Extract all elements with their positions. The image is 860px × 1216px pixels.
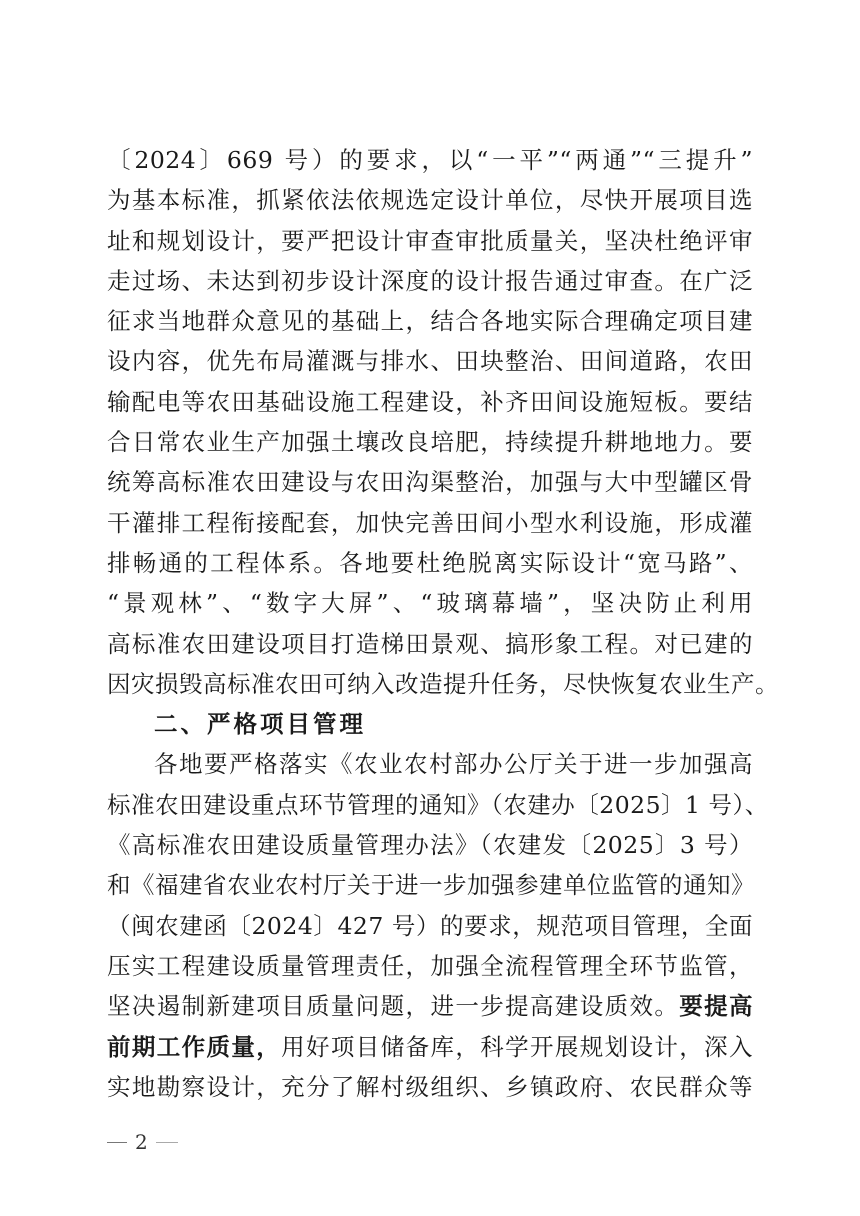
body-line: 因灾损毁高标准农田可纳入改造提升任务，尽快恢复农业生产。 (107, 669, 779, 698)
body-line: 合日常农业生产加强土壤改良培肥，持续提升耕地地力。要 (107, 428, 753, 457)
document-page (107, 140, 779, 1107)
body-line: 统筹高标准农田建设与农田沟渠整治，加强与大中型罐区骨 (107, 468, 753, 497)
body-line: （闽农建函〔2024〕427 号）的要求，规范项目管理，全面 (107, 911, 753, 940)
footer-dash-left (107, 1142, 127, 1143)
body-line: 高标准农田建设项目打造梯田景观、搞形象工程。对已建的 (107, 629, 753, 658)
body-line: 标准农田建设重点环节管理的通知》（农建办〔2025〕1 号）、 (107, 790, 769, 819)
body-line: 实地勘察设计，充分了解村级组织、乡镇政府、农民群众等 (107, 1072, 753, 1101)
body-line: 设内容，优先布局灌溉与排水、田块整治、田间道路，农田 (107, 347, 753, 376)
body-line: 排畅通的工程体系。各地要杜绝脱离实际设计“宽马路”、 (107, 548, 753, 577)
page-footer (107, 1130, 178, 1154)
emphasis-text: 前期工作质量， (107, 1032, 282, 1061)
body-line: 《高标准农田建设质量管理办法》（农建发〔2025〕3 号） (107, 831, 753, 860)
body-line: 〔2024〕669 号）的要求，以“一平”“两通”“三提升” (107, 146, 753, 174)
footer-dash-right (156, 1142, 178, 1143)
body-line: 输配电等农田基础设施工程建设，补齐田间设施短板。要结 (107, 387, 753, 416)
emphasis-text: 要提高 (679, 992, 754, 1021)
body-line: 和《福建省农业农村厅关于进一步加强参建单位监管的通知》 (107, 871, 755, 900)
body-line: 压实工程建设质量管理责任，加强全流程管理全环节监管， (107, 951, 753, 980)
body-line: 征求当地群众意见的基础上，结合各地实际合理确定项目建 (107, 307, 753, 336)
body-line: 为基本标准，抓紧依法依规选定设计单位，尽快开展项目选 (107, 186, 753, 215)
body-text: 用好项目储备库，科学开展规划设计，深入 (281, 1032, 754, 1061)
page-number: 2 (135, 1130, 148, 1154)
body-text: 坚决遏制新建项目质量问题，进一步提高建设质效。 (107, 992, 680, 1021)
section-heading: 二、严格项目管理 (154, 710, 366, 739)
body-line: 址和规划设计，要严把设计审查审批质量关，坚决杜绝评审 (107, 226, 753, 255)
body-line: 干灌排工程衔接配套，加快完善田间小型水利设施，形成灌 (107, 508, 753, 537)
body-line: “景观林”、“数字大屏”、“玻璃幕墙”，坚决防止利用 (107, 589, 753, 618)
body-line: 各地要严格落实《农业农村部办公厅关于进一步加强高 (154, 750, 753, 779)
body-line-mixed (107, 986, 753, 1026)
body-line: 走过场、未达到初步设计深度的设计报告通过审查。在广泛 (107, 266, 753, 295)
body-line-mixed (107, 1027, 753, 1067)
